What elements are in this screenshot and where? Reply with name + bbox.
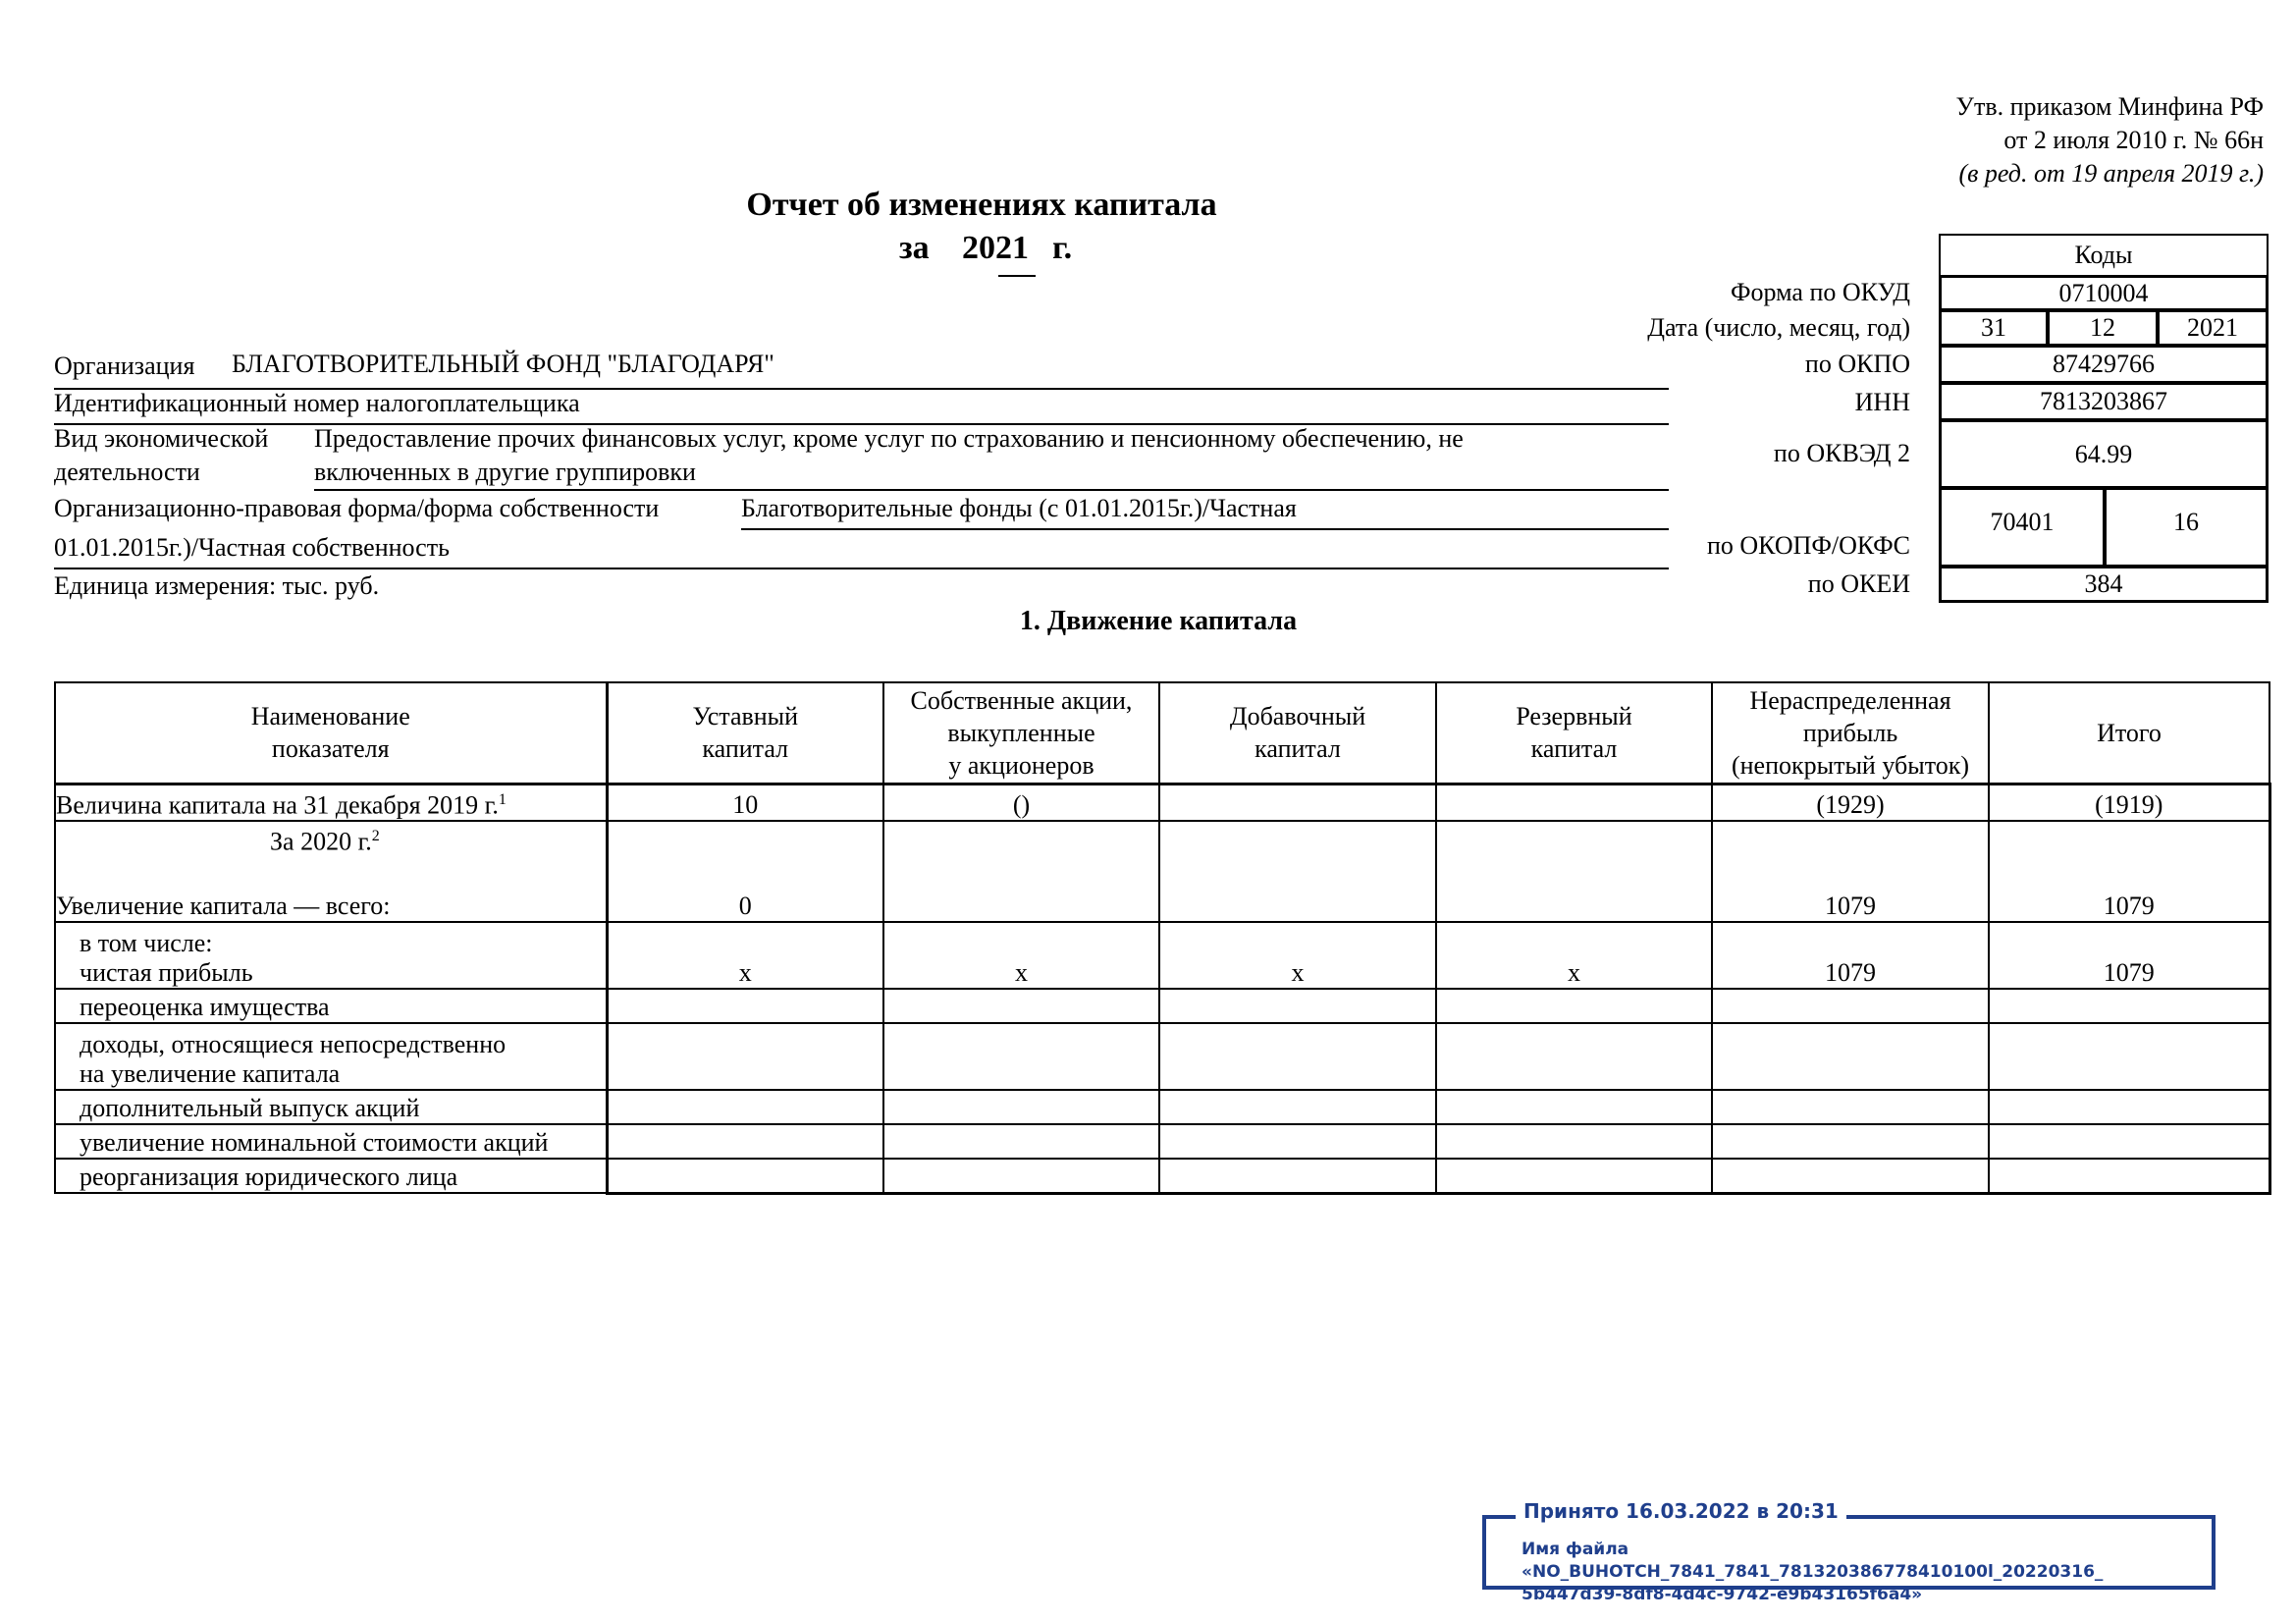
cell: () xyxy=(883,784,1159,821)
activity-label-2: деятельности xyxy=(54,458,200,486)
table-row xyxy=(55,1090,2269,1124)
cell xyxy=(1159,1023,1436,1090)
cell xyxy=(1989,1124,2269,1159)
cell xyxy=(1712,1124,1989,1159)
cell: 1079 xyxy=(1989,821,2269,922)
legal-form-value-2: 01.01.2015г.)/Частная собственность xyxy=(54,533,450,562)
approval-block xyxy=(1956,90,2264,190)
cell: 1079 xyxy=(1989,922,2269,989)
cell xyxy=(607,1090,883,1124)
cell: x xyxy=(883,922,1159,989)
cell: 1079 xyxy=(1712,821,1989,922)
legal-form-label: Организационно-правовая форма/форма собственности xyxy=(54,494,660,522)
okud-label: Форма по ОКУД xyxy=(1731,278,1910,306)
okud-value: 0710004 xyxy=(1939,275,2269,311)
cell: 0 xyxy=(607,821,883,922)
row-nominal-label: увеличение номинальной стоимости акций xyxy=(55,1124,607,1159)
activity-underline xyxy=(314,489,1669,491)
table-row xyxy=(55,821,2269,922)
acceptance-stamp xyxy=(1482,1499,2216,1604)
table-row xyxy=(55,989,2269,1023)
cell xyxy=(1159,989,1436,1023)
okfs-value: 16 xyxy=(2104,487,2269,568)
cell: 10 xyxy=(607,784,883,821)
header-charter-capital: Уставный капитал xyxy=(607,682,883,784)
cell xyxy=(883,821,1159,922)
cell xyxy=(1159,1124,1436,1159)
cell xyxy=(1159,1090,1436,1124)
unit-label: Единица измерения: тыс. руб. xyxy=(54,571,380,600)
table-header-row xyxy=(55,682,2269,784)
stamp-accepted: Принято 16.03.2022 в 20:31 xyxy=(1516,1499,1846,1523)
page-title: Отчет об изменениях капитала xyxy=(746,187,1217,223)
cell xyxy=(1436,989,1712,1023)
date-day: 31 xyxy=(1939,309,2049,347)
inn-label: Идентификационный номер налогоплательщика xyxy=(54,389,580,417)
okved-value: 64.99 xyxy=(1939,419,2269,489)
date-label: Дата (число, месяц, год) xyxy=(1647,313,1910,342)
codes-header: Коды xyxy=(1939,234,2269,277)
table-row xyxy=(55,784,2269,821)
okei-value: 384 xyxy=(1939,566,2269,603)
header-total: Итого xyxy=(1989,682,2269,784)
cell xyxy=(1712,1090,1989,1124)
cell xyxy=(1436,1124,1712,1159)
cell xyxy=(1159,821,1436,922)
okved-label: по ОКВЭД 2 xyxy=(1773,439,1910,467)
table-row xyxy=(55,1023,2269,1090)
inn-code-label: ИНН xyxy=(1854,388,1910,416)
cell xyxy=(1989,989,2269,1023)
row-net-profit-label: в том числе: чистая прибыль xyxy=(55,922,607,989)
cell xyxy=(1159,784,1436,821)
cell xyxy=(883,1124,1159,1159)
row-increase-label: За 2020 г.$^2$ Увеличение капитала — всего: xyxy=(55,821,607,922)
cell xyxy=(883,1023,1159,1090)
cell xyxy=(1712,989,1989,1023)
cell xyxy=(1436,821,1712,922)
period-year-underline xyxy=(998,275,1036,277)
okei-label: по ОКЕИ xyxy=(1807,569,1910,598)
cell xyxy=(1436,1159,1712,1193)
period-year: 2021 xyxy=(962,230,1029,266)
cell: x xyxy=(607,922,883,989)
approval-line-3: (в ред. от 19 апреля 2019 г.) xyxy=(1958,159,2264,188)
cell xyxy=(1989,1159,2269,1193)
header-treasury-shares: Собственные акции, выкупленные у акционеров xyxy=(883,682,1159,784)
row-issue-label: дополнительный выпуск акций xyxy=(55,1090,607,1124)
header-reserve-capital: Резервный капитал xyxy=(1436,682,1712,784)
org-name: БЛАГОТВОРИТЕЛЬНЫЙ ФОНД "БЛАГОДАРЯ" xyxy=(232,350,774,378)
capital-movement-table xyxy=(54,681,2271,1195)
cell xyxy=(883,1090,1159,1124)
cell xyxy=(1712,1159,1989,1193)
row-reorg-label: реорганизация юридического лица xyxy=(55,1159,607,1193)
cell xyxy=(607,989,883,1023)
cell: x xyxy=(1436,922,1712,989)
inn-code-value: 7813203867 xyxy=(1939,382,2269,421)
activity-value-1: Предоставление прочих финансовых услуг, кроме услуг по страхованию и пенсионному обеспечению, не xyxy=(314,424,1464,453)
header-indicator: Наименование показателя xyxy=(55,682,607,784)
cell xyxy=(607,1124,883,1159)
approval-line-2: от 2 июля 2010 г. № 66н xyxy=(2003,126,2264,154)
cell xyxy=(1159,1159,1436,1193)
activity-label-1: Вид экономической xyxy=(54,424,269,453)
table-row xyxy=(55,922,2269,989)
period-suffix: г. xyxy=(1052,230,1073,266)
table-row xyxy=(55,1159,2269,1193)
okpo-label: по ОКПО xyxy=(1804,350,1910,378)
okpo-value: 87429766 xyxy=(1939,345,2269,384)
cell xyxy=(883,989,1159,1023)
okopf-value: 70401 xyxy=(1939,487,2106,568)
activity-value-2: включенных в другие группировки xyxy=(314,458,696,486)
date-month: 12 xyxy=(2047,309,2159,347)
header-retained-earnings: Нераспределенная прибыль (непокрытый убыток) xyxy=(1712,682,1989,784)
cell xyxy=(1436,1090,1712,1124)
cell: (1929) xyxy=(1712,784,1989,821)
header-additional-capital: Добавочный капитал xyxy=(1159,682,1436,784)
cell xyxy=(1712,1023,1989,1090)
table-row xyxy=(55,1124,2269,1159)
cell xyxy=(607,1023,883,1090)
row-income-label: доходы, относящиеся непосредственно на увеличение капитала xyxy=(55,1023,607,1090)
org-label: Организация xyxy=(54,352,195,380)
legal-form-value-1: Благотворительные фонды (с 01.01.2015г.)/Частная xyxy=(741,494,1297,522)
cell xyxy=(1989,1090,2269,1124)
legal-form-underline-1 xyxy=(741,528,1669,530)
cell xyxy=(883,1159,1159,1193)
cell: 1079 xyxy=(1712,922,1989,989)
okopf-label: по ОКОПФ/ОКФС xyxy=(1706,531,1910,560)
approval-line-1: Утв. приказом Минфина РФ xyxy=(1955,92,2264,121)
cell: (1919) xyxy=(1989,784,2269,821)
cell xyxy=(1436,784,1712,821)
row-revaluation-label: переоценка имущества xyxy=(55,989,607,1023)
row-year-label: За 2020 г.$^2$ xyxy=(270,827,380,856)
section-title: 1. Движение капитала xyxy=(1019,606,1298,636)
cell xyxy=(607,1159,883,1193)
row-opening-label: Величина капитала на 31 декабря 2019 г.$^1$ xyxy=(55,784,607,821)
legal-form-underline-2 xyxy=(54,568,1669,569)
cell xyxy=(1989,1023,2269,1090)
period-prefix: за xyxy=(899,230,930,266)
cell: x xyxy=(1159,922,1436,989)
cell xyxy=(1436,1023,1712,1090)
stamp-file-name: Имя файла «NO_BUHOTCH_7841_7841_781320386778410100l_20220316_ 5b447d39-8df8-4d4c-9742-e9b43165f6a4» xyxy=(1522,1540,2104,1604)
date-year: 2021 xyxy=(2157,309,2269,347)
